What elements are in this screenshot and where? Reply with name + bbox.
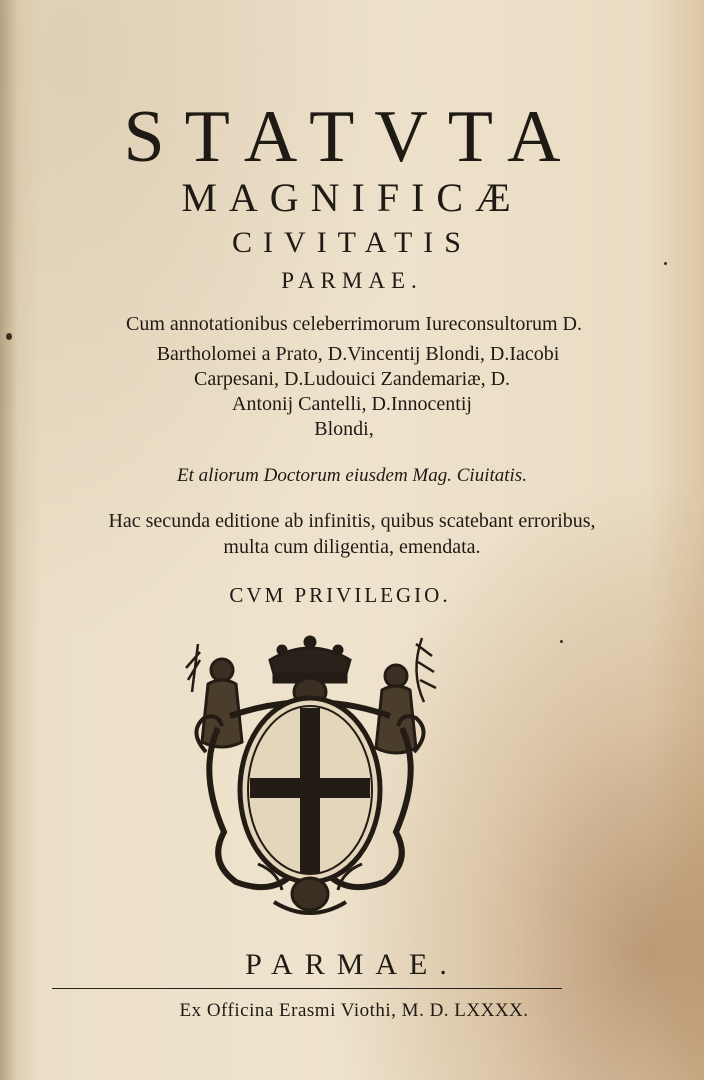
- annotation-line-5: Blondi,: [314, 418, 374, 440]
- annotation-line-3: Carpesani, D.Ludouici Zandemariæ, D.: [193, 368, 511, 390]
- ink-speck: [560, 640, 563, 643]
- imprint-rule: [52, 988, 562, 989]
- annotation-line-1: Cum annotationibus celeberrimorum Iureconsultorum D.: [125, 313, 582, 335]
- title-civitatis: CIVITATIS: [232, 226, 472, 259]
- ink-speck: [664, 262, 667, 265]
- ink-speck: [6, 333, 12, 340]
- title-parmae: PARMAE.: [281, 268, 423, 293]
- edition-line-1: Hac secunda editione ab infinitis, quibus scatebant erroribus,: [108, 510, 596, 532]
- annotation-line-2: Bartholomei a Prato, D.Vincentij Blondi, D.Iacobi: [156, 343, 560, 365]
- italic-doctorum-line: Et aliorum Doctorum eiusdem Mag. Ciuitatis.: [177, 465, 527, 486]
- edition-line-2: multa cum diligentia, emendata.: [223, 536, 481, 558]
- imprint-line: Ex Officina Erasmi Viothi, M. D. LXXXX.: [179, 1000, 529, 1021]
- title-magnificae: MAGNIFICÆ: [181, 175, 523, 220]
- title-statuta: STATVTA: [123, 96, 581, 178]
- annotation-line-4: Antonij Cantelli, D.Innocentij: [232, 393, 472, 415]
- city-parmae: PARMAE.: [245, 948, 459, 981]
- privilege-line: CVM PRIVILEGIO.: [229, 583, 451, 607]
- coat-of-arms-icon: [178, 632, 442, 922]
